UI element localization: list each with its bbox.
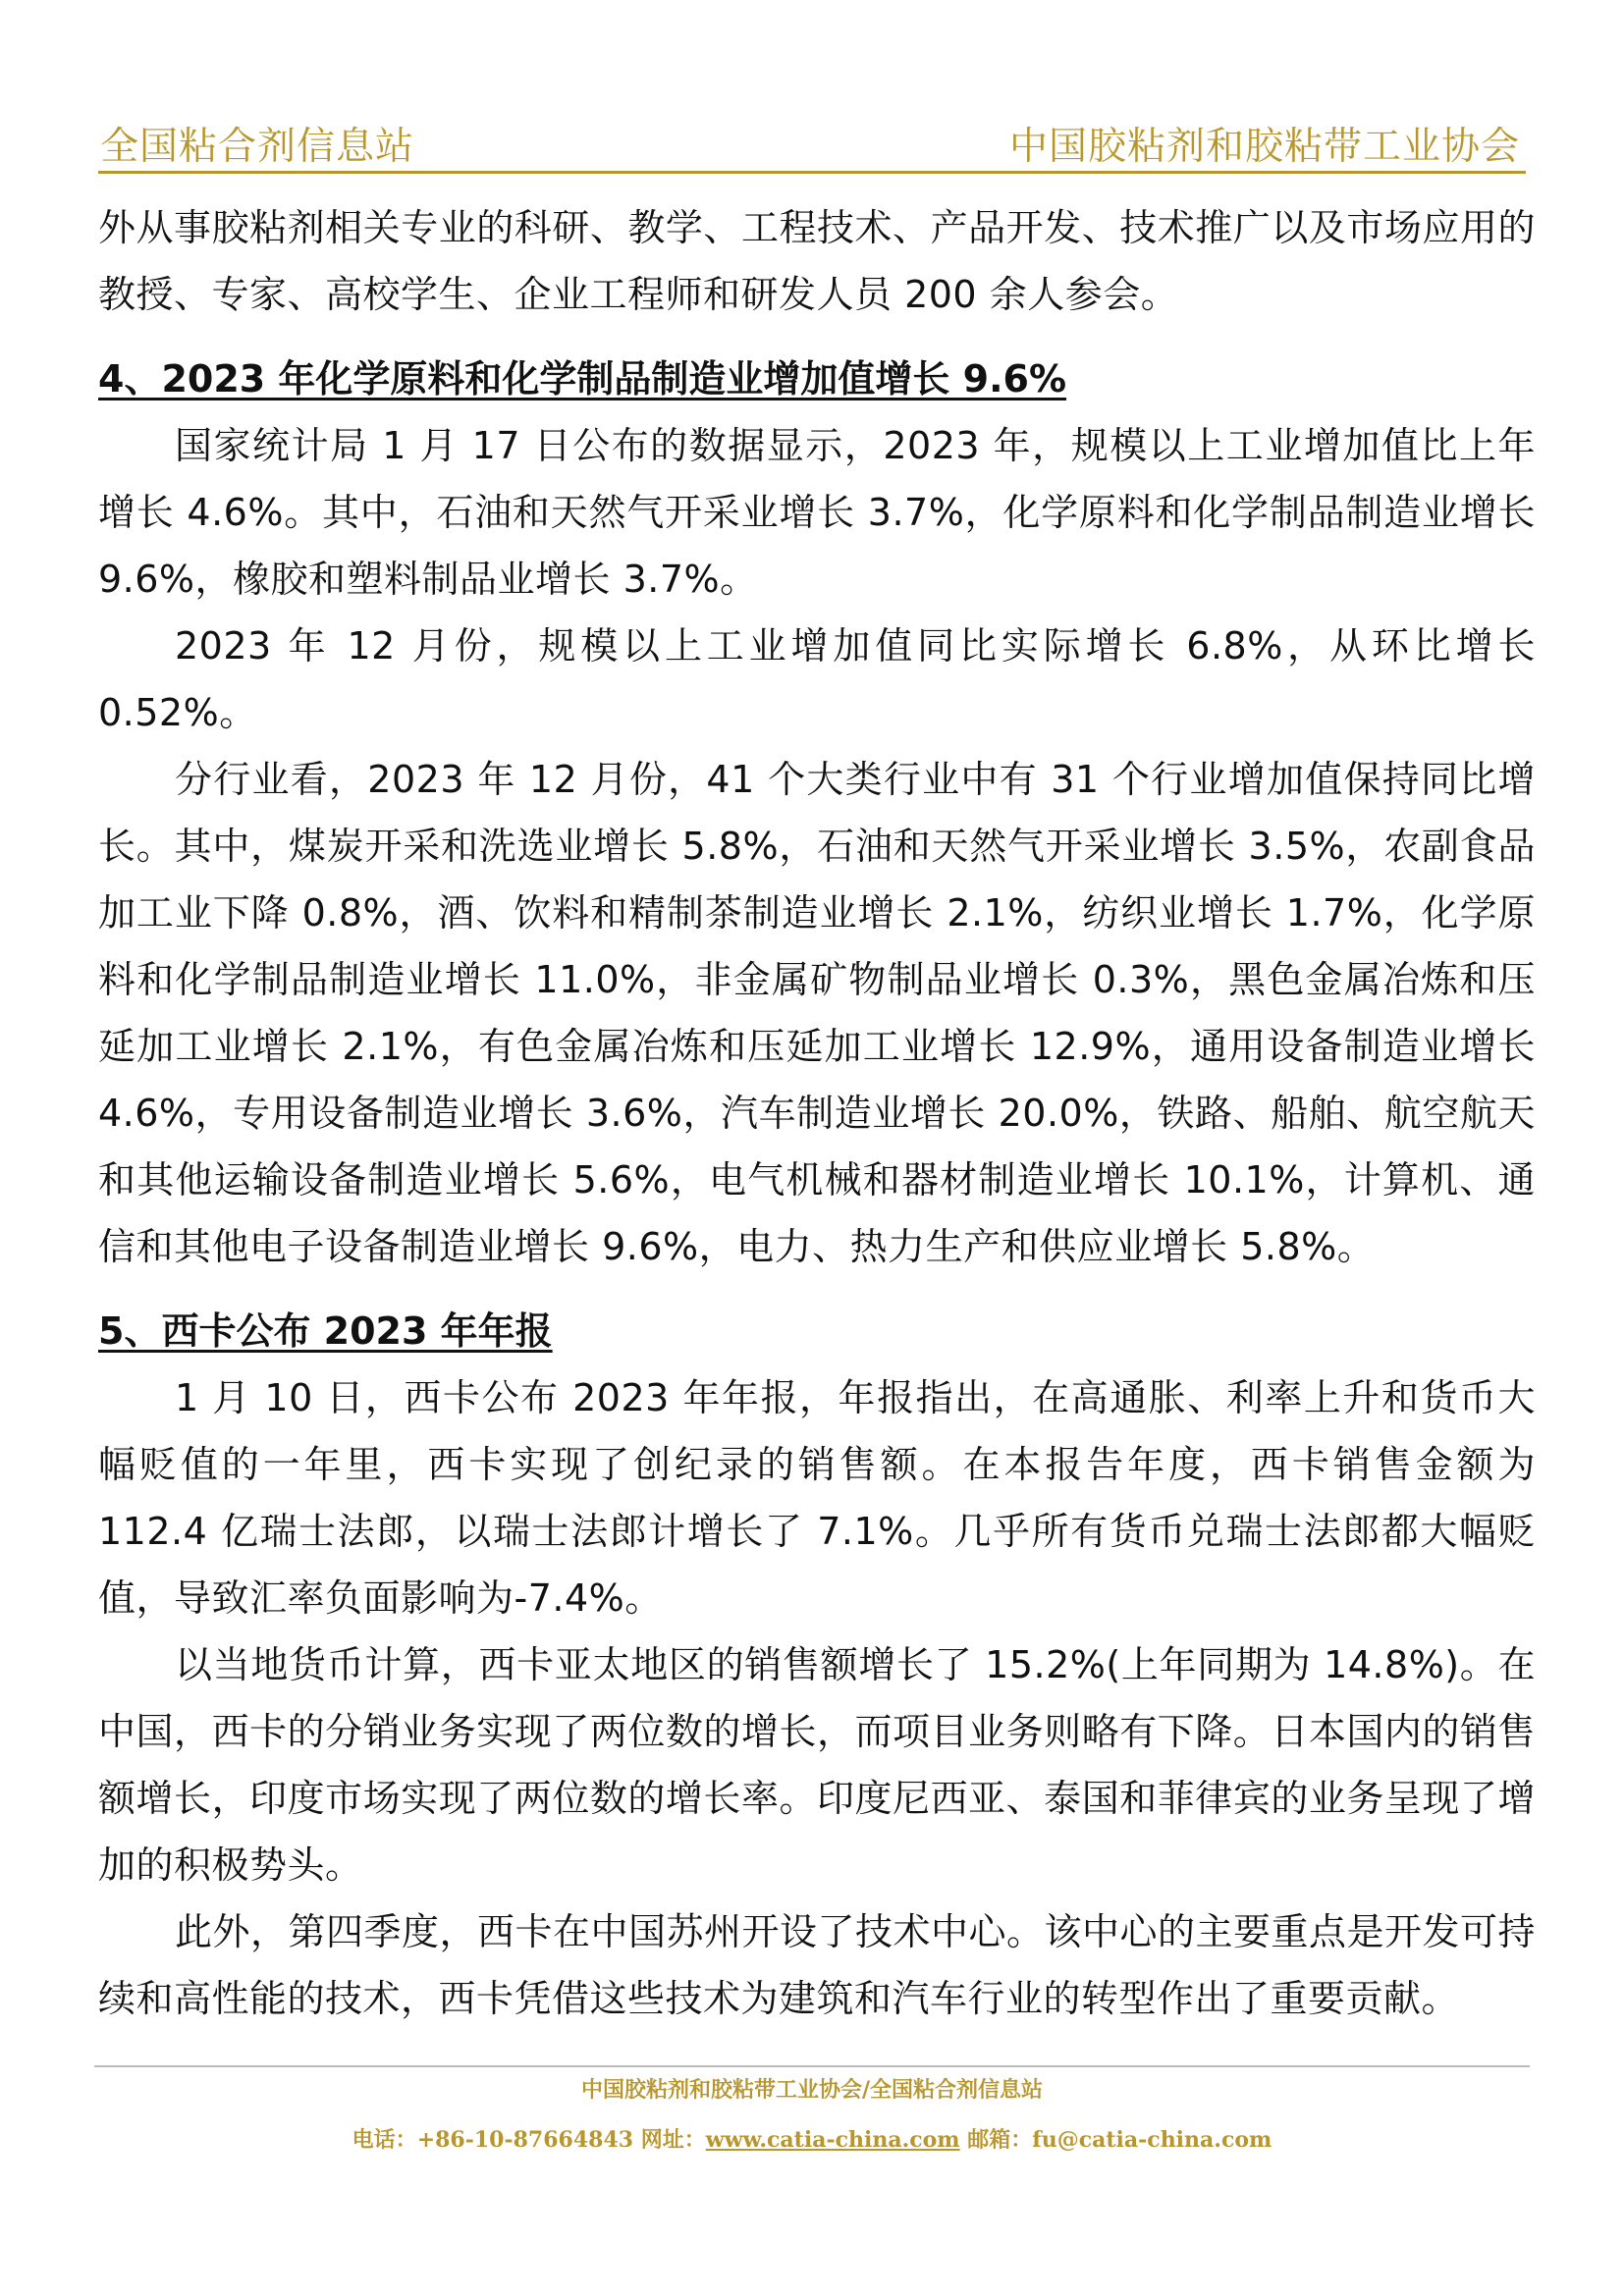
- footer-email[interactable]: fu@catia-china.com: [1032, 2127, 1272, 2153]
- section-4-paragraph-3: 分行业看，2023 年 12 月份，41 个大类行业中有 31 个行业增加值保持同比增长。其中，煤炭开采和洗选业增长 5.8%，石油和天然气开采业增长 3.5%，农副食品加工业下降 0.8%，酒、饮料和精制茶制造业增长 2.1%，纺织业增长 1.7%，化学原料和化学制品制造业增长 11.0%，非金属矿物制品业增长 0.3%，黑色金属冶炼和压延加工业增长 2.1%，有色金属冶炼和压延加工业增长 12.9%，通用设备制造业增长 4.6%，专用设备制造业增长 3.6%，汽车制造业增长 20.0%，铁路、船舶、航空航天和其他运输设备制造业增长 5.6%，电气机械和器材制造业增长 10.1%，计算机、通信和其他电子设备制造业增长 9.6%，电力、热力生产和供应业增长 5.8%。: [98, 758, 1536, 1268]
- section-5-paragraph-1: 1 月 10 日，西卡公布 2023 年年报，年报指出，在高通胀、利率上升和货币大幅贬值的一年里，西卡实现了创纪录的销售额。在本报告年度，西卡销售金额为 112.4 亿瑞士法郎，以瑞士法郎计增长了 7.1%。几乎所有货币兑瑞士法郎都大幅贬值，导致汇率负面影响为-7.4%。: [98, 1376, 1536, 1620]
- header-right-title: 中国胶粘剂和胶粘带工业协会: [1008, 125, 1520, 169]
- footer-contact: [0, 2123, 1624, 2154]
- header-left-title: 全国粘合剂信息站: [100, 125, 415, 169]
- footer-divider: [94, 2065, 1530, 2067]
- section-4-paragraph-2: 2023 年 12 月份，规模以上工业增加值同比实际增长 6.8%，从环比增长 0.52%。: [98, 624, 1536, 734]
- section-4-heading: 4、2023 年化学原料和化学制品制造业增加值增长 9.6%: [98, 357, 1067, 400]
- section-5-paragraph-3: 此外，第四季度，西卡在中国苏州开设了技术中心。该中心的主要重点是开发可持续和高性能的技术，西卡凭借这些技术为建筑和汽车行业的转型作出了重要贡献。: [98, 1910, 1537, 2020]
- section-5-heading: 5、西卡公布 2023 年年报: [98, 1309, 553, 1353]
- section-5-paragraph-2: 以当地货币计算，西卡亚太地区的销售额增长了 15.2%(上年同期为 14.8%)。在中国，西卡的分销业务实现了两位数的增长，而项目业务则略有下降。日本国内的销售额增长，印度市场实现了两位数的增长率。印度尼西亚、泰国和菲律宾的业务呈现了增加的积极势头。: [98, 1643, 1536, 1887]
- page-header: [98, 108, 1526, 174]
- footer-phone: +86-10-87664843: [416, 2127, 634, 2153]
- article-body: [98, 194, 1536, 2032]
- intro-paragraph: 外从事胶粘剂相关专业的科研、教学、工程技术、产品开发、技术推广以及市场应用的教授、专家、高校学生、企业工程师和研发人员 200 余人参会。: [98, 206, 1536, 316]
- footer-phone-label: 电话：: [352, 2127, 417, 2153]
- footer-organization: 中国胶粘剂和胶粘带工业协会/全国粘合剂信息站: [580, 2077, 1044, 2103]
- footer-website-link[interactable]: www.catia-china.com: [705, 2127, 960, 2153]
- footer-web-label: 网址：: [640, 2127, 706, 2153]
- footer-email-label: 邮箱：: [967, 2127, 1033, 2153]
- section-4-paragraph-1: 国家统计局 1 月 17 日公布的数据显示，2023 年，规模以上工业增加值比上年增长 4.6%。其中，石油和天然气开采业增长 3.7%，化学原料和化学制品制造业增长 9.6%，橡胶和塑料制品业增长 3.7%。: [98, 424, 1536, 601]
